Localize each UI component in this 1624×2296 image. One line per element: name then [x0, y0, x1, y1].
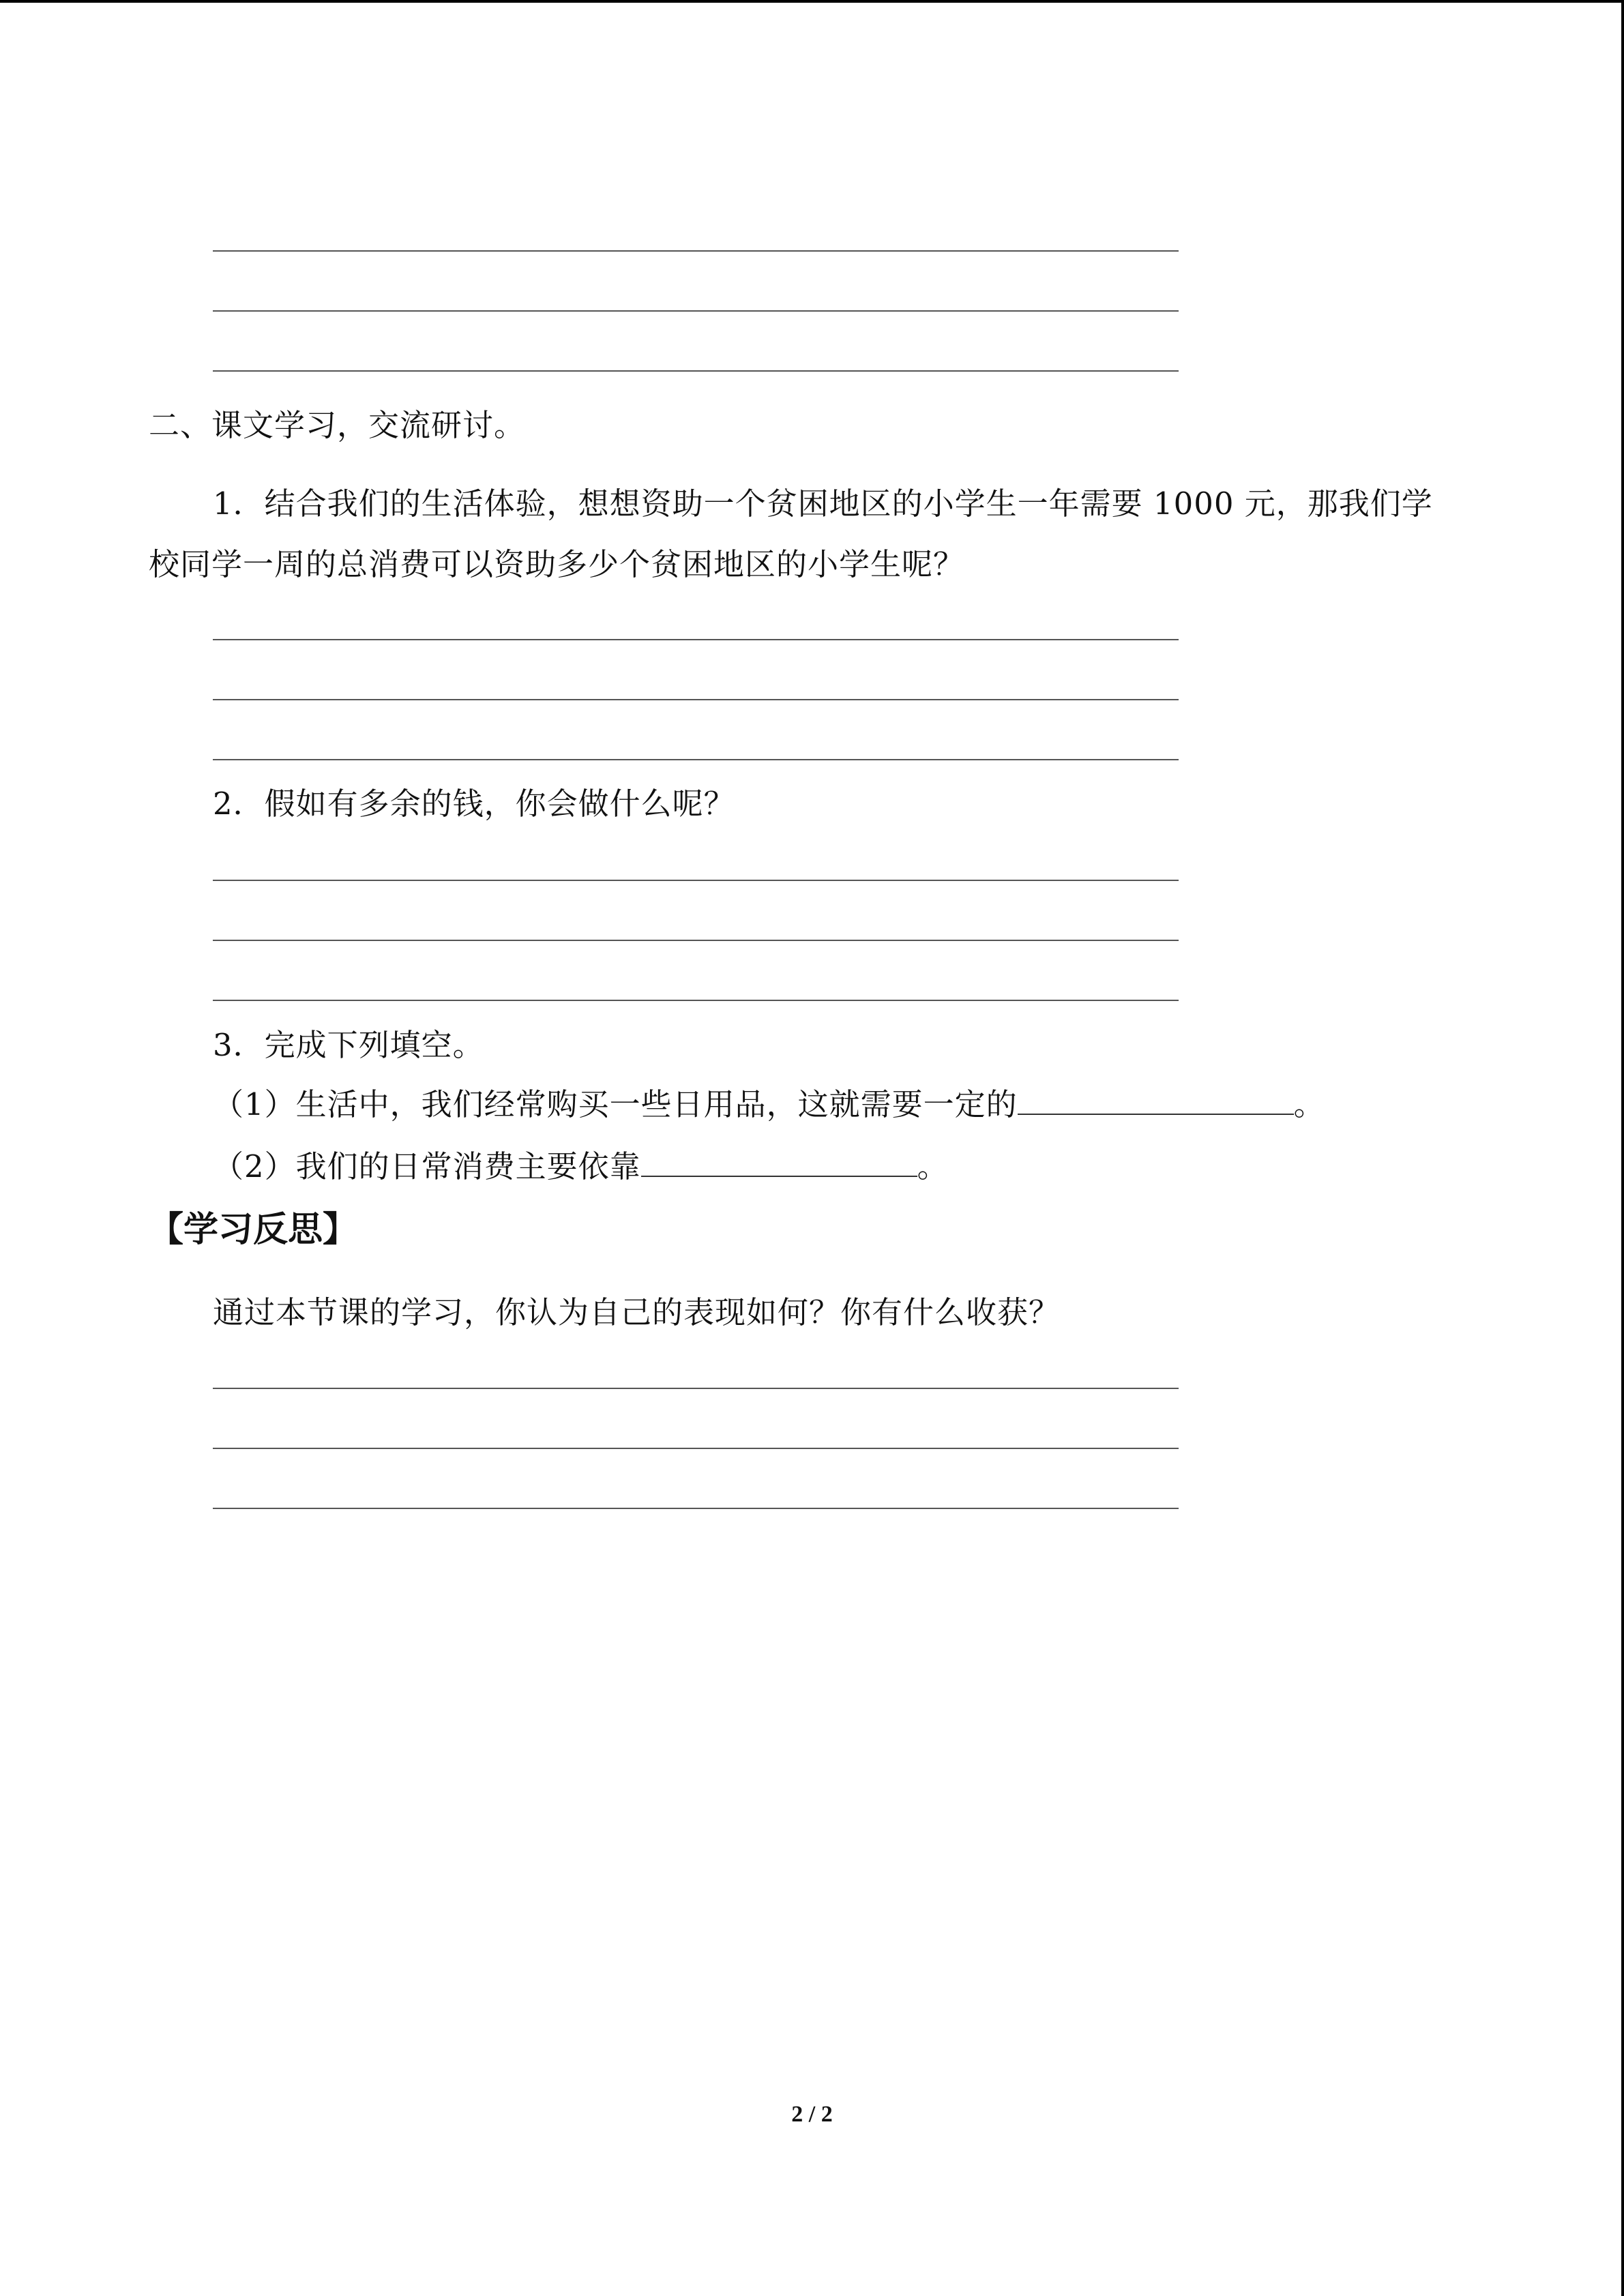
question-1-line-2: 校同学一周的总消费可以资助多少个贫困地区的小学生呢？ [149, 546, 965, 582]
reflection-prompt: 通过本节课的学习，你认为自己的表现如何？你有什么收获？ [213, 1294, 1061, 1330]
question-2: 2．假如有多余的钱，你会做什么呢？ [213, 786, 735, 822]
fill-in-2-prefix: （2）我们的日常消费主要依靠 [213, 1148, 641, 1184]
answer-line[interactable] [213, 1000, 1179, 1001]
answer-line[interactable] [213, 699, 1179, 700]
answer-line[interactable] [213, 1508, 1179, 1509]
answer-line[interactable] [213, 639, 1179, 640]
answer-line[interactable] [213, 370, 1179, 372]
fill-in-1-blank[interactable] [1018, 1088, 1294, 1115]
question-3: 3．完成下列填空。 [213, 1027, 484, 1063]
question-1-line-1: 1．结合我们的生活体验，想想资助一个贫困地区的小学生一年需要 1000 元，那我们学 [213, 486, 1433, 522]
answer-line[interactable] [213, 250, 1179, 252]
answer-line[interactable] [213, 310, 1179, 312]
answer-line[interactable] [213, 1388, 1179, 1389]
page-number: 2 / 2 [791, 2102, 833, 2127]
fill-in-2-suffix: 。 [917, 1148, 949, 1184]
answer-line[interactable] [213, 880, 1179, 881]
answer-line[interactable] [213, 940, 1179, 941]
section-title: 二、课文学习，交流研讨。 [149, 407, 526, 443]
reflection-heading: 【学习反思】 [149, 1210, 358, 1250]
fill-in-2-blank[interactable] [641, 1150, 917, 1177]
fill-in-1 [213, 1074, 1325, 1135]
fill-in-2 [213, 1136, 949, 1197]
answer-line[interactable] [213, 759, 1179, 760]
answer-line[interactable] [213, 1448, 1179, 1449]
fill-in-1-suffix: 。 [1293, 1086, 1325, 1122]
fill-in-1-prefix: （1）生活中，我们经常购买一些日用品，这就需要一定的 [213, 1086, 1018, 1122]
